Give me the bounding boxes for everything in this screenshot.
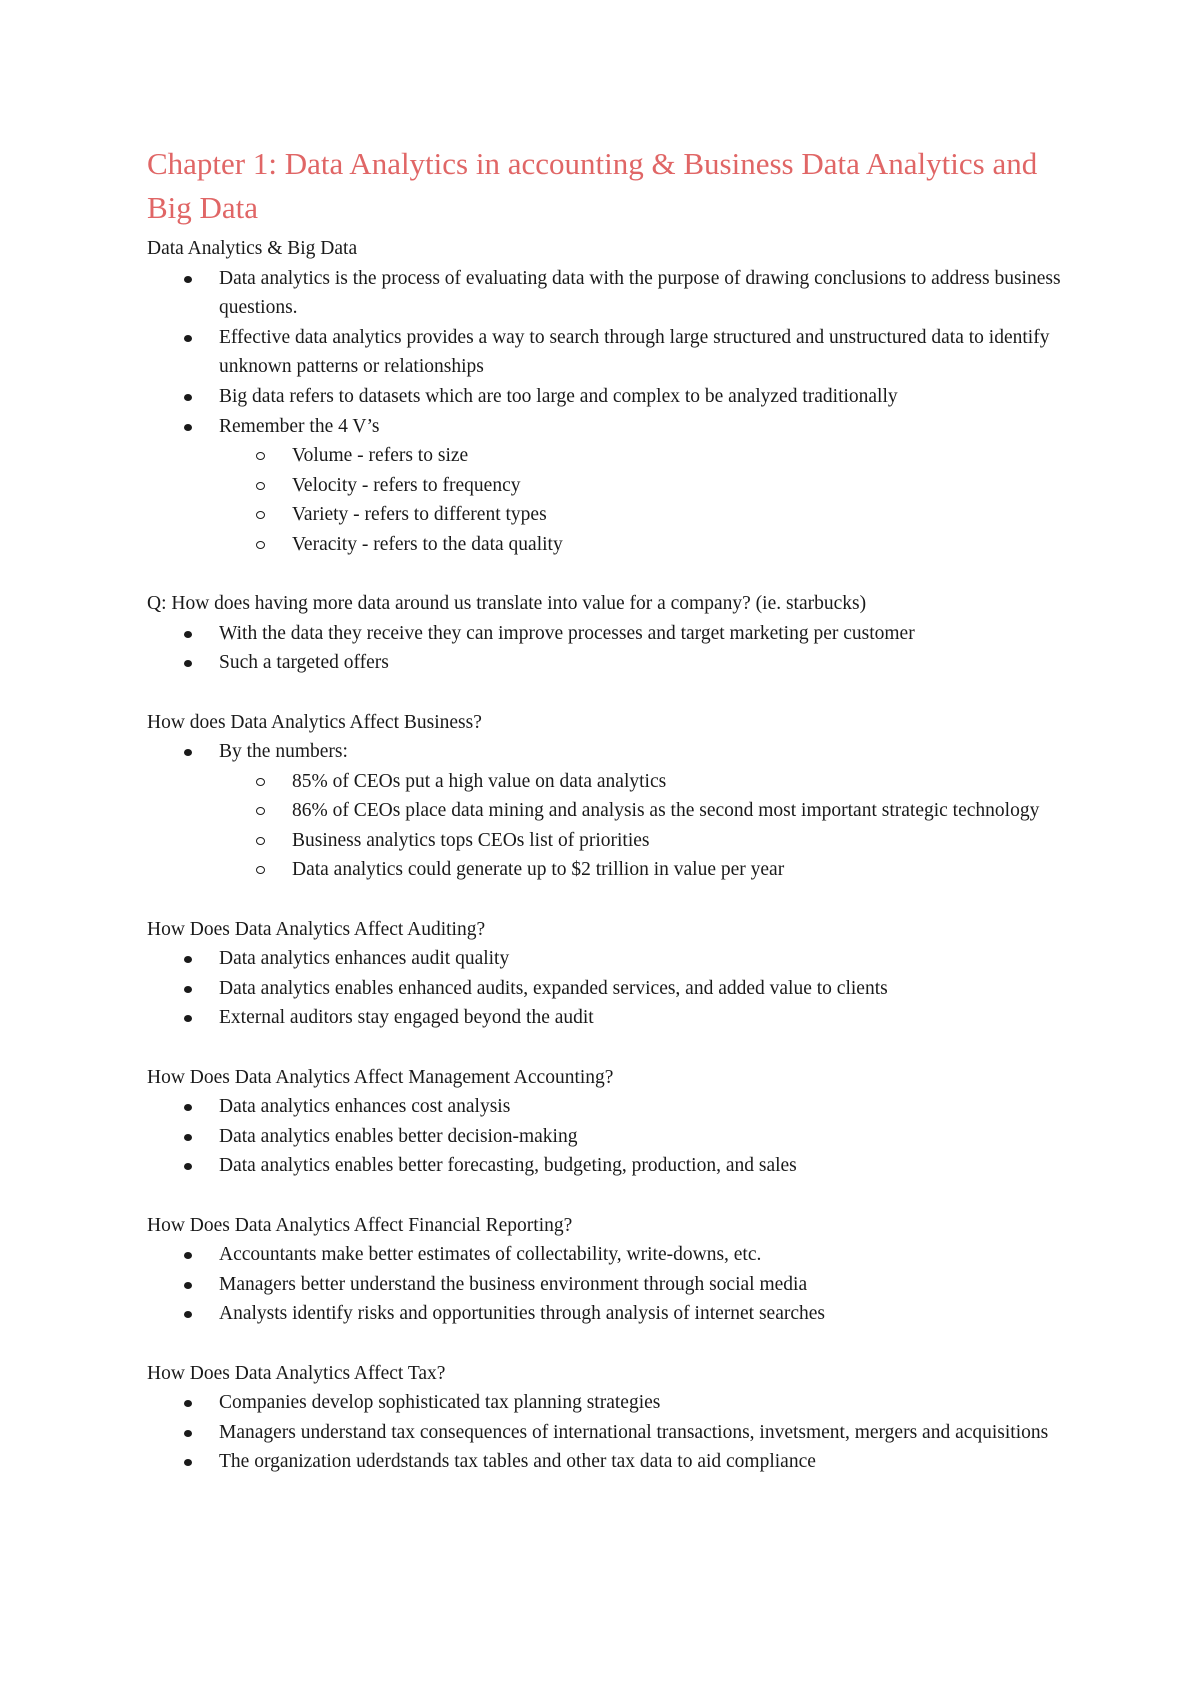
hollow-bullet-icon <box>256 807 265 815</box>
section <box>147 708 1077 886</box>
list-item <box>219 1418 1077 1448</box>
filled-bullet-icon <box>184 1311 192 1318</box>
bullet-list <box>147 737 1077 885</box>
sub-list-item-text: Velocity - refers to frequency <box>292 474 521 496</box>
bullet-list <box>147 1388 1077 1477</box>
sub-list-item <box>292 767 1077 797</box>
list-item-text: Data analytics is the process of evaluating data with the purpose of drawing conclusions to address business questions. <box>219 267 1061 319</box>
section <box>147 1063 1077 1181</box>
filled-bullet-icon <box>184 749 192 756</box>
list-item <box>219 737 1077 885</box>
list-item-text: Such a targeted offers <box>219 652 389 674</box>
list-item-text: Data analytics enhances audit quality <box>219 948 510 970</box>
list-item <box>219 1151 1077 1181</box>
section-heading: Q: How does having more data around us translate into value for a company? (ie. starbucks) <box>147 593 867 615</box>
document-page <box>147 142 1077 1477</box>
sub-list-item-text: 86% of CEOs place data mining and analysis as the second most important strategic technology <box>292 800 1040 822</box>
section-spacer <box>147 678 1077 708</box>
sub-list-item-text: 85% of CEOs put a high value on data analytics <box>292 770 667 792</box>
bullet-list <box>147 1240 1077 1329</box>
filled-bullet-icon <box>184 631 192 638</box>
list-item-text: Data analytics enhances cost analysis <box>219 1096 511 1118</box>
bullet-list <box>147 619 1077 678</box>
section-heading: How Does Data Analytics Affect Tax? <box>147 1362 446 1384</box>
sections-container <box>147 234 1077 1477</box>
list-item <box>219 619 1077 649</box>
sub-list-item-text: Volume - refers to size <box>292 445 469 467</box>
list-item-text: Big data refers to datasets which are too large and complex to be analyzed traditionally <box>219 385 898 407</box>
hollow-bullet-icon <box>256 778 265 786</box>
filled-bullet-icon <box>184 660 192 667</box>
list-item-text: External auditors stay engaged beyond the audit <box>219 1007 594 1029</box>
list-item <box>219 1240 1077 1270</box>
section <box>147 915 1077 1033</box>
filled-bullet-icon <box>184 1134 192 1141</box>
filled-bullet-icon <box>184 276 192 283</box>
section <box>147 589 1077 678</box>
list-item <box>219 323 1077 382</box>
filled-bullet-icon <box>184 1104 192 1111</box>
section-heading: How Does Data Analytics Affect Financial Reporting? <box>147 1214 573 1236</box>
hollow-bullet-icon <box>256 837 265 845</box>
list-item-text: Effective data analytics provides a way to search through large structured and unstructured data to identify unknown patterns or relationships <box>219 326 1050 378</box>
bullet-list <box>147 264 1077 560</box>
list-item <box>219 264 1077 323</box>
hollow-bullet-icon <box>256 541 265 549</box>
list-item-text: Companies develop sophisticated tax planning strategies <box>219 1392 661 1414</box>
chapter-title: Chapter 1: Data Analytics in accounting & Business Data Analytics and Big Data <box>147 146 1038 225</box>
filled-bullet-icon <box>184 394 192 401</box>
filled-bullet-icon <box>184 1430 192 1437</box>
list-item-text: With the data they receive they can improve processes and target marketing per customer <box>219 622 915 644</box>
sub-list-item <box>292 500 1077 530</box>
list-item <box>219 1122 1077 1152</box>
list-item-text: Data analytics enables better forecasting, budgeting, production, and sales <box>219 1155 797 1177</box>
sub-list-item <box>292 530 1077 560</box>
list-item-text: Accountants make better estimates of collectability, write-downs, etc. <box>219 1244 762 1266</box>
filled-bullet-icon <box>184 424 192 431</box>
list-item <box>219 412 1077 560</box>
sub-list-item <box>292 826 1077 856</box>
list-item-text: Managers understand tax consequences of international transactions, invetsment, mergers and acquisitions <box>219 1421 1049 1443</box>
hollow-bullet-icon <box>256 452 265 460</box>
filled-bullet-icon <box>184 1282 192 1289</box>
filled-bullet-icon <box>184 1459 192 1466</box>
sub-list-item-text: Veracity - refers to the data quality <box>292 533 563 555</box>
list-item-text: Remember the 4 V’s <box>219 415 380 437</box>
list-item <box>219 1299 1077 1329</box>
sub-list-item <box>292 796 1077 826</box>
section-spacer <box>147 560 1077 590</box>
sub-list-item-text: Data analytics could generate up to $2 trillion in value per year <box>292 859 785 881</box>
list-item <box>219 1270 1077 1300</box>
list-item <box>219 1003 1077 1033</box>
sub-bullet-list <box>219 441 1077 559</box>
list-item-text: Analysts identify risks and opportunities through analysis of internet searches <box>219 1303 826 1325</box>
section-spacer <box>147 1181 1077 1211</box>
sub-list-item <box>292 855 1077 885</box>
section-heading: How Does Data Analytics Affect Management Accounting? <box>147 1066 614 1088</box>
section-spacer <box>147 1329 1077 1359</box>
sub-list-item-text: Business analytics tops CEOs list of priorities <box>292 829 650 851</box>
hollow-bullet-icon <box>256 482 265 490</box>
section <box>147 1359 1077 1477</box>
list-item-text: Data analytics enables enhanced audits, expanded services, and added value to clients <box>219 977 888 999</box>
section-spacer <box>147 885 1077 915</box>
bullet-list <box>147 944 1077 1033</box>
section <box>147 234 1077 560</box>
sub-list-item <box>292 471 1077 501</box>
list-item-text: By the numbers: <box>219 741 348 763</box>
list-item <box>219 1388 1077 1418</box>
section-heading: How Does Data Analytics Affect Auditing? <box>147 918 486 940</box>
section-heading: How does Data Analytics Affect Business? <box>147 711 482 733</box>
section-heading: Data Analytics & Big Data <box>147 238 358 259</box>
list-item <box>219 974 1077 1004</box>
filled-bullet-icon <box>184 1015 192 1022</box>
list-item <box>219 1447 1077 1477</box>
hollow-bullet-icon <box>256 511 265 519</box>
sub-list-item-text: Variety - refers to different types <box>292 504 547 526</box>
list-item-text: Data analytics enables better decision-making <box>219 1125 578 1147</box>
bullet-list <box>147 1092 1077 1181</box>
filled-bullet-icon <box>184 1252 192 1259</box>
filled-bullet-icon <box>184 335 192 342</box>
list-item <box>219 944 1077 974</box>
filled-bullet-icon <box>184 986 192 993</box>
filled-bullet-icon <box>184 1400 192 1407</box>
sub-bullet-list <box>219 767 1077 885</box>
list-item <box>219 1092 1077 1122</box>
list-item-text: Managers better understand the business environment through social media <box>219 1273 808 1295</box>
section <box>147 1211 1077 1329</box>
list-item <box>219 648 1077 678</box>
list-item <box>219 382 1077 412</box>
sub-list-item <box>292 441 1077 471</box>
hollow-bullet-icon <box>256 866 265 874</box>
filled-bullet-icon <box>184 956 192 963</box>
filled-bullet-icon <box>184 1163 192 1170</box>
section-spacer <box>147 1033 1077 1063</box>
list-item-text: The organization uderdstands tax tables and other tax data to aid compliance <box>219 1451 816 1473</box>
